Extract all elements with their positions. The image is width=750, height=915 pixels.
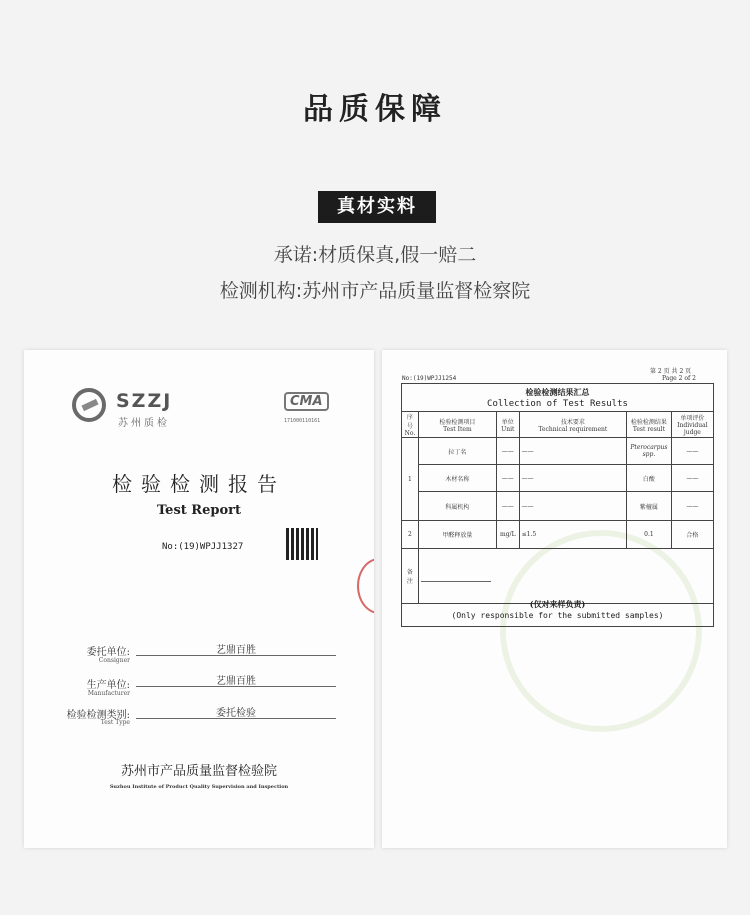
manufacturer-label: 生产单位:	[86, 680, 130, 691]
institute-en: Suzhou Institute of Product Quality Supervision and Inspection	[109, 784, 289, 790]
table-title-cn: 检验检测结果汇总	[525, 387, 590, 397]
table-row: 科属机构 —— —— 紫檀属 ——	[402, 492, 714, 521]
logo-sub: 苏州质检	[118, 418, 170, 429]
consigner-label: 委托单位:	[86, 647, 130, 658]
manufacturer-sub: Manufacturer	[87, 690, 130, 697]
footer-en: (Only responsible for the submitted samples)	[451, 611, 664, 620]
results-report-number: No:(19)WPJJ1254	[402, 375, 457, 382]
results-table	[401, 411, 714, 604]
report-cover-page	[24, 350, 374, 848]
report-title-en: Test Report	[157, 503, 241, 518]
quality-tag: 真材实料	[318, 191, 436, 223]
results-table-frame	[401, 383, 714, 627]
consigner-value: 艺鼎百胜	[136, 641, 336, 656]
page-number-cn: 第 2 页 共 2 页	[650, 368, 692, 375]
remark-row: 备注	[402, 549, 714, 604]
cma-number: 171000110161	[284, 418, 321, 424]
manufacturer-value: 艺鼎百胜	[136, 672, 336, 687]
table-row: 2 甲醛释放量 mg/L ≤1.5 0.1 合格	[402, 521, 714, 549]
test-type-value: 委托检验	[136, 704, 336, 719]
report-title-cn: 检验检测报告	[112, 472, 286, 496]
cma-mark: CMA	[284, 392, 329, 411]
results-page	[382, 350, 727, 848]
report-number: No:(19)WPJJ1327	[162, 542, 244, 552]
institute-cn: 苏州市产品质量监督检验院	[120, 764, 277, 779]
table-row: 1 拉丁名 —— —— Pterocarpus spp. ——	[402, 438, 714, 465]
logo-text: SZZJ	[116, 390, 173, 412]
table-title-en: Collection of Test Results	[487, 399, 628, 409]
footer-cn: (仅对来样负责)	[529, 599, 586, 609]
test-type-label: 检验检测类别:	[66, 710, 130, 721]
promise-text: 承诺:材质保真,假一赔二	[273, 244, 477, 266]
consigner-sub: Consigner	[98, 657, 130, 664]
seal-stamp-icon	[357, 558, 374, 614]
table-header-row: 序号 No. 检验检测项目 Test Item 单位 Unit 技术要求 Technical requirement 检验检测结果 Test result 单项评价 Individual judge	[402, 412, 714, 438]
page-heading: 品质保障	[303, 92, 447, 127]
szzj-logo-icon	[72, 388, 106, 422]
agency-text: 检测机构:苏州市产品质量监督检察院	[219, 280, 531, 302]
test-type-sub: Test Type	[100, 719, 130, 726]
table-row: 木材名称 —— —— 白酸 ——	[402, 465, 714, 492]
qr-code-icon	[286, 528, 318, 560]
page-number-en: Page 2 of 2	[662, 375, 696, 382]
